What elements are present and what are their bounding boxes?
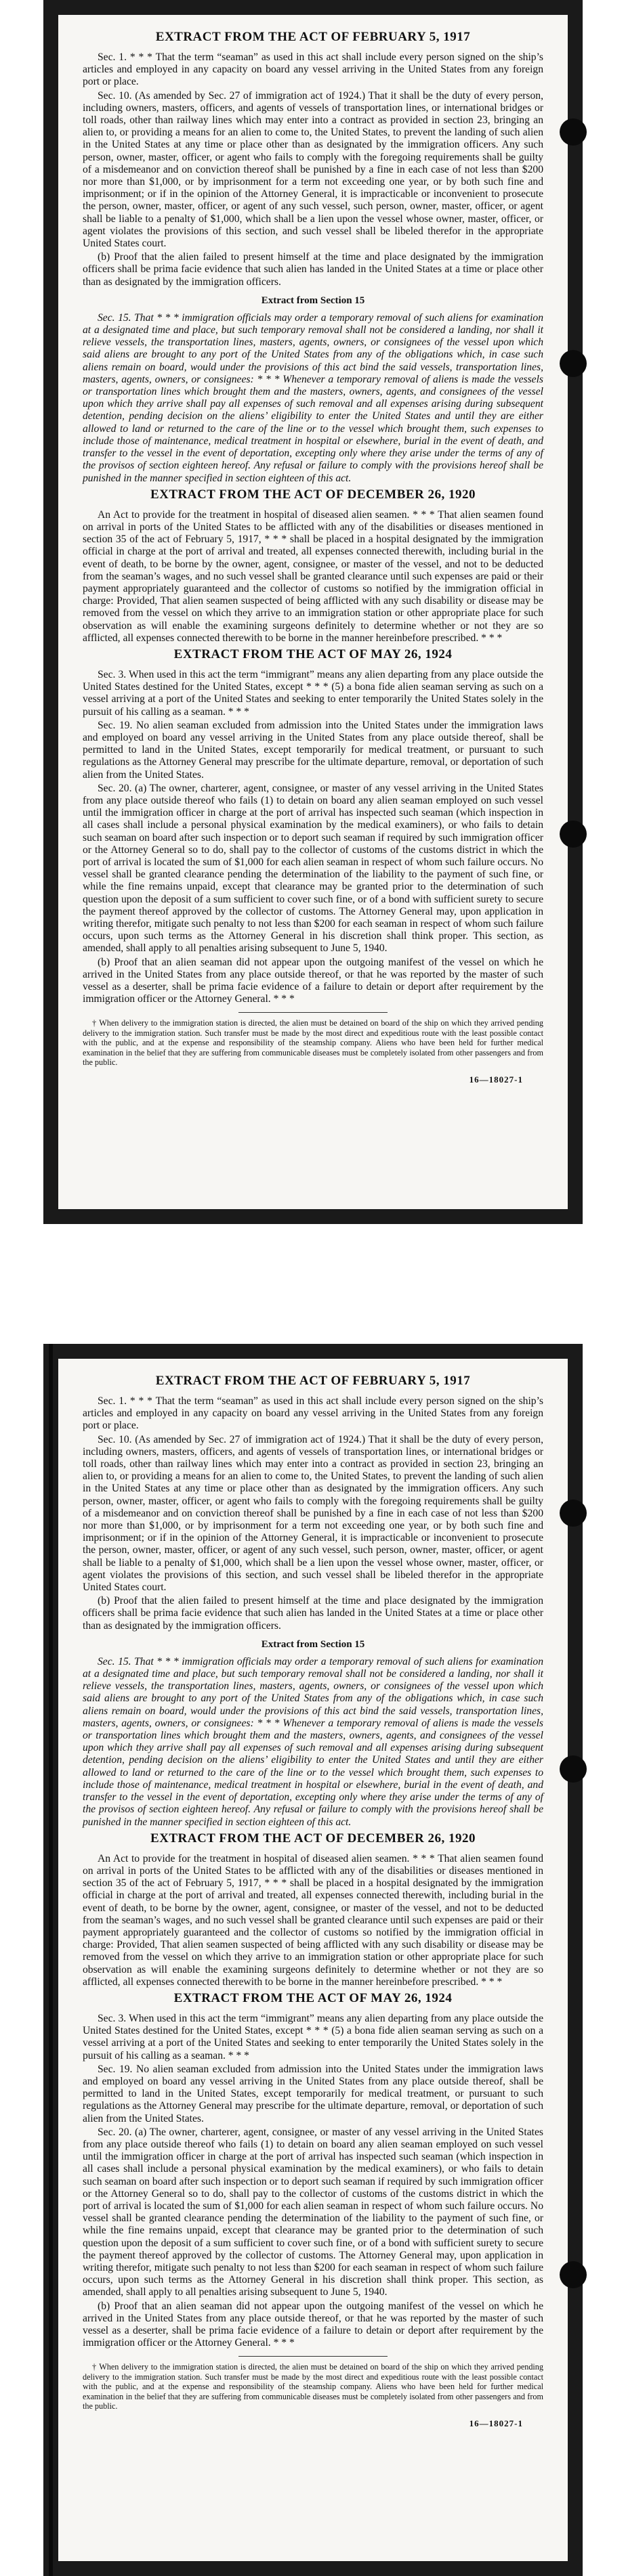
- footnote: † When delivery to the immigration station is directed, the alien must be detained on board of the ship on which they arrived pending delivery to the immigration station. Such transfer must be made by the most direct and expeditious route with the least possible contact with the public, and at the expense and responsibility of the steamship company. Aliens who have been held for further medical examination in the belief that they are suffering from communicable diseases must be completely isolated from other passengers and from the public.: [83, 2362, 543, 2411]
- footnote: † When delivery to the immigration station is directed, the alien must be detained on board of the ship on which they arrived pending delivery to the immigration station. Such transfer must be made by the most direct and expeditious route with the least possible contact with the public, and at the expense and responsibility of the steamship company. Aliens who have been held for further medical examination in the belief that they are suffering from communicable diseases must be completely isolated from other passengers and from the public.: [83, 1018, 543, 1068]
- section-10-paragraph: Sec. 10. (As amended by Sec. 27 of immigration act of 1924.) That it shall be the duty of every person, including owners, masters, officers, and agents of vessels of transportation lines, or international bridges or toll roads, other than railway lines which may enter into a contract as provided in section 23, bringing an alien to, or providing a means for an alien to come to, the United States, to prevent the landing of such alien in the United States at any time or place other than as designated by the immigration officers. Any such person, owner, master, officer, or agent who fails to comply with the foregoing requirements shall be guilty of a misdemeanor and on conviction thereof shall be punished by a fine in each case of not less than $200 nor more than $1,000, or by imprisonment for a term not exceeding one year, or by both such fine and imprisonment; or if in the opinion of the Attorney General, it is impracticable or inconvenient to prosecute the person, owner, master, officer, or agent of any such vessel, such person, owner, master, officer, or agent shall be liable to a penalty of $1,000, which shall be a lien upon the vessel whose owner, master, officer, or agent violates the provisions of this section, and such vessel shall be libeled therefor in the appropriate United States court.: [83, 89, 543, 250]
- binder-edge: [49, 1344, 53, 2576]
- section-10b-paragraph: (b) Proof that the alien failed to present himself at the time and place designated by the immigration officers shall be prima facie evidence that such alien has landed in the United States at a time or place other than as designated by the immigration officers.: [83, 1595, 543, 1632]
- section-15-heading: Extract from Section 15: [261, 1638, 365, 1650]
- section-20b-paragraph: (b) Proof that an alien seaman did not appear upon the outgoing manifest of the vessel on which he arrived in the United States from any place outside thereof, or that he was reported by the master of such vessel as a deserter, shall be prima facie evidence of a failure to detain or deport after requirement by the immigration officer or the Attorney General. * * *: [83, 2300, 543, 2349]
- document-page: [58, 1359, 568, 2561]
- section-15-paragraph: Sec. 15. That * * * immigration officials may order a temporary removal of such aliens for examination at a designated time and place, but such temporary removal shall not be considered a landing, nor shall it relieve vessels, the transportation lines, masters, agents, owners, or consignees of the vessel upon which said aliens are brought to any port of the United States from any of the obligations which, in case such aliens remain on board, would under the provisions of this act bind the said vessels, transportation lines, masters, agents, owners, or consignees: * * * Whenever a temporary removal of aliens is made the vessels or transportation lines which brought them and the masters, owners, agents, and consignees of the vessel upon which they arrive shall pay all expenses of such removal and all expenses arising during subsequent detention, pending decision on the aliens’ eligibility to enter the United States and until they are either allowed to land or returned to the care of the line or to the vessel which brought them, such expenses to include those of maintenance, medical treatment in hospital or elsewhere, burial in the event of death, and transfer to the vessel in the event of deportation, excepting only where they arise under the terms of any of the provisos of section eighteen hereof. Any refusal or failure to comply with the provisions hereof shall be punished in the manner specified in section eighteen of this act.: [83, 311, 543, 484]
- act-heading-1920: EXTRACT FROM THE ACT OF DECEMBER 26, 1920: [150, 1831, 476, 1846]
- act-heading-1917: EXTRACT FROM THE ACT OF FEBRUARY 5, 1917: [155, 1374, 471, 1388]
- section-20b-paragraph: (b) Proof that an alien seaman did not appear upon the outgoing manifest of the vessel on which he arrived in the United States from any place outside thereof, or that he was reported by the master of such vessel as a deserter, shall be prima facie evidence of a failure to detain or deport after requirement by the immigration officer or the Attorney General. * * *: [83, 956, 543, 1005]
- section-20a-paragraph: Sec. 20. (a) The owner, charterer, agent, consignee, or master of any vessel arriving in the United States from any place outside thereof who fails (1) to detain on board any alien seaman employed on such vessel until the immigration officer in charge at the port of arrival has inspected such seaman (which inspection in all cases shall include a personal physical examination by the medical examiners), or who fails to detain such seaman on board after such inspection or to deport such seaman if required by such immigration officer or the Attorney General so to do, shall pay to the collector of customs of the customs district in which the port of arrival is located the sum of $1,000 for each alien seaman in respect of whom such failure occurs. No vessel shall be granted clearance pending the determination of the liability to the payment of such fine, or while the fine remains unpaid, except that clearance may be granted prior to the determination of such question upon the deposit of a sum sufficient to cover such fine, or of a bond with sufficient surety to secure the payment thereof approved by the collector of customs. The Attorney General may, upon application in writing therefor, mitigate such penalty to not less than $200 for each seaman in respect of whom such failure occurs, upon such terms as the Attorney General in his discretion shall think proper. This section, as amended, shall apply to all penalties arising subsequent to June 5, 1940.: [83, 782, 543, 955]
- section-10-paragraph: Sec. 10. (As amended by Sec. 27 of immigration act of 1924.) That it shall be the duty of every person, including owners, masters, officers, and agents of vessels of transportation lines, or international bridges or toll roads, other than railway lines which may enter into a contract as provided in section 23, bringing an alien to, or providing a means for an alien to come to, the United States, to prevent the landing of such alien in the United States at any time or place other than as designated by the immigration officers. Any such person, owner, master, officer, or agent who fails to comply with the foregoing requirements shall be guilty of a misdemeanor and on conviction thereof shall be punished by a fine in each case of not less than $200 nor more than $1,000, or by imprisonment for a term not exceeding one year, or by both such fine and imprisonment; or if in the opinion of the Attorney General, it is impracticable or inconvenient to prosecute the person, owner, master, officer, or agent of any such vessel, such person, owner, master, officer, or agent shall be liable to a penalty of $1,000, which shall be a lien upon the vessel whose owner, master, officer, or agent violates the provisions of this section, and such vessel shall be libeled therefor in the appropriate United States court.: [83, 1433, 543, 1594]
- footnote-divider: [238, 1012, 388, 1013]
- act-heading-1917: EXTRACT FROM THE ACT OF FEBRUARY 5, 1917: [155, 30, 471, 44]
- document-page: [58, 15, 568, 1209]
- print-code: 16—18027-1: [469, 2418, 523, 2428]
- section-10b-paragraph: (b) Proof that the alien failed to present himself at the time and place designated by the immigration officers shall be prima facie evidence that such alien has landed in the United States at a time or place other than as designated by the immigration officers.: [83, 251, 543, 288]
- section-15-heading: Extract from Section 15: [261, 294, 365, 306]
- section-19-paragraph: Sec. 19. No alien seaman excluded from admission into the United States under the immigration laws and employed on board any vessel arriving in the United States from any place outside thereof, shall be permitted to land in the United States, except temporarily for medical treatment, or pursuant to such regulations as the Attorney General may prescribe for the ultimate departure, removal, or deportation of such alien from the United States.: [83, 2063, 543, 2124]
- section-19-paragraph: Sec. 19. No alien seaman excluded from admission into the United States under the immigration laws and employed on board any vessel arriving in the United States from any place outside thereof, shall be permitted to land in the United States, except temporarily for medical treatment, or pursuant to such regulations as the Attorney General may prescribe for the ultimate departure, removal, or deportation of such alien from the United States.: [83, 719, 543, 781]
- act-heading-1924: EXTRACT FROM THE ACT OF MAY 26, 1924: [173, 1990, 453, 2005]
- act-heading-1924: EXTRACT FROM THE ACT OF MAY 26, 1924: [173, 647, 453, 661]
- hospital-act-paragraph: An Act to provide for the treatment in hospital of diseased alien seamen. * * * That alien seamen found on arrival in ports of the United States to be afflicted with any of the disabilities or diseases mentioned in section 35 of the act of February 5, 1917, * * * shall be placed in a hospital designated by the immigration official in charge at the port of arrival and treated, all expenses connected therewith, including burial in the event of death, to be borne by the owner, agent, consignee, or master of the vessel, and not to be deducted from the seaman’s wages, and no such vessel shall be granted clearance until such expenses are paid or their payment appropriately guaranteed and the collector of customs so notified by the immigration official in charge: Provided, That alien seamen suspected of being afflicted with any such disability or disease may be removed from the vessel on which they arrive to an immigration station or other appropriate place for such observation as will enable the examining surgeons definitely to determine whether or not they are so afflicted, all expenses connected therewith to be borne in the manner hereinbefore prescribed. * * *: [83, 1852, 543, 1988]
- hospital-act-paragraph: An Act to provide for the treatment in hospital of diseased alien seamen. * * * That alien seamen found on arrival in ports of the United States to be afflicted with any of the disabilities or diseases mentioned in section 35 of the act of February 5, 1917, * * * shall be placed in a hospital designated by the immigration official in charge at the port of arrival and treated, all expenses connected therewith, including burial in the event of death, to be borne by the owner, agent, consignee, or master of the vessel, and not to be deducted from the seaman’s wages, and no such vessel shall be granted clearance until such expenses are paid or their payment appropriately guaranteed and the collector of customs so notified by the immigration official in charge: Provided, That alien seamen suspected of being afflicted with any such disability or disease may be removed from the vessel on which they arrive to an immigration station or other appropriate place for such observation as will enable the examining surgeons definitely to determine whether or not they are so afflicted, all expenses connected therewith to be borne in the manner hereinbefore prescribed. * * *: [83, 508, 543, 644]
- punch-hole: [560, 1500, 587, 1527]
- section-1-paragraph: Sec. 1. * * * That the term “seaman” as used in this act shall include every person signed on the ship’s articles and employed in any capacity on board any vessel arriving in the United States from any foreign port or place.: [83, 51, 543, 88]
- section-1-paragraph: Sec. 1. * * * That the term “seaman” as used in this act shall include every person signed on the ship’s articles and employed in any capacity on board any vessel arriving in the United States from any foreign port or place.: [83, 1395, 543, 1432]
- section-3-paragraph: Sec. 3. When used in this act the term “immigrant” means any alien departing from any place outside the United States destined for the United States, except * * * (5) a bona fide alien seaman serving as such on a vessel arriving at a port of the United States and seeking to enter temporarily the United States solely in the pursuit of his calling as a seaman. * * *: [83, 668, 543, 718]
- punch-hole: [560, 821, 587, 848]
- punch-hole: [560, 2261, 587, 2288]
- scanned-page-frame: [43, 0, 583, 1224]
- act-heading-1920: EXTRACT FROM THE ACT OF DECEMBER 26, 1920: [150, 487, 476, 502]
- section-3-paragraph: Sec. 3. When used in this act the term “immigrant” means any alien departing from any place outside the United States destined for the United States, except * * * (5) a bona fide alien seaman serving as such on a vessel arriving at a port of the United States and seeking to enter temporarily the United States solely in the pursuit of his calling as a seaman. * * *: [83, 2012, 543, 2061]
- punch-hole: [560, 1755, 587, 1783]
- punch-hole: [560, 118, 587, 146]
- punch-hole: [560, 350, 587, 377]
- scanned-page-frame: [43, 1344, 583, 2576]
- footnote-divider: [238, 2356, 388, 2357]
- print-code: 16—18027-1: [469, 1074, 523, 1085]
- section-15-paragraph: Sec. 15. That * * * immigration officials may order a temporary removal of such aliens for examination at a designated time and place, but such temporary removal shall not be considered a landing, nor shall it relieve vessels, the transportation lines, masters, agents, owners, or consignees of the vessel upon which said aliens are brought to any port of the United States from any of the obligations which, in case such aliens remain on board, would under the provisions of this act bind the said vessels, transportation lines, masters, agents, owners, or consignees: * * * Whenever a temporary removal of aliens is made the vessels or transportation lines which brought them and the masters, owners, agents, and consignees of the vessel upon which they arrive shall pay all expenses of such removal and all expenses arising during subsequent detention, pending decision on the aliens’ eligibility to enter the United States and until they are either allowed to land or returned to the care of the line or to the vessel which brought them, such expenses to include those of maintenance, medical treatment in hospital or elsewhere, burial in the event of death, and transfer to the vessel in the event of deportation, excepting only where they arise under the terms of any of the provisos of section eighteen hereof. Any refusal or failure to comply with the provisions hereof shall be punished in the manner specified in section eighteen of this act.: [83, 1655, 543, 1828]
- section-20a-paragraph: Sec. 20. (a) The owner, charterer, agent, consignee, or master of any vessel arriving in the United States from any place outside thereof who fails (1) to detain on board any alien seaman employed on such vessel until the immigration officer in charge at the port of arrival has inspected such seaman (which inspection in all cases shall include a personal physical examination by the medical examiners), or who fails to detain such seaman on board after such inspection or to deport such seaman if required by such immigration officer or the Attorney General so to do, shall pay to the collector of customs of the customs district in which the port of arrival is located the sum of $1,000 for each alien seaman in respect of whom such failure occurs. No vessel shall be granted clearance pending the determination of the liability to the payment of such fine, or while the fine remains unpaid, except that clearance may be granted prior to the determination of such question upon the deposit of a sum sufficient to cover such fine, or of a bond with sufficient surety to secure the payment thereof approved by the collector of customs. The Attorney General may, upon application in writing therefor, mitigate such penalty to not less than $200 for each seaman in respect of whom such failure occurs, upon such terms as the Attorney General in his discretion shall think proper. This section, as amended, shall apply to all penalties arising subsequent to June 5, 1940.: [83, 2126, 543, 2298]
